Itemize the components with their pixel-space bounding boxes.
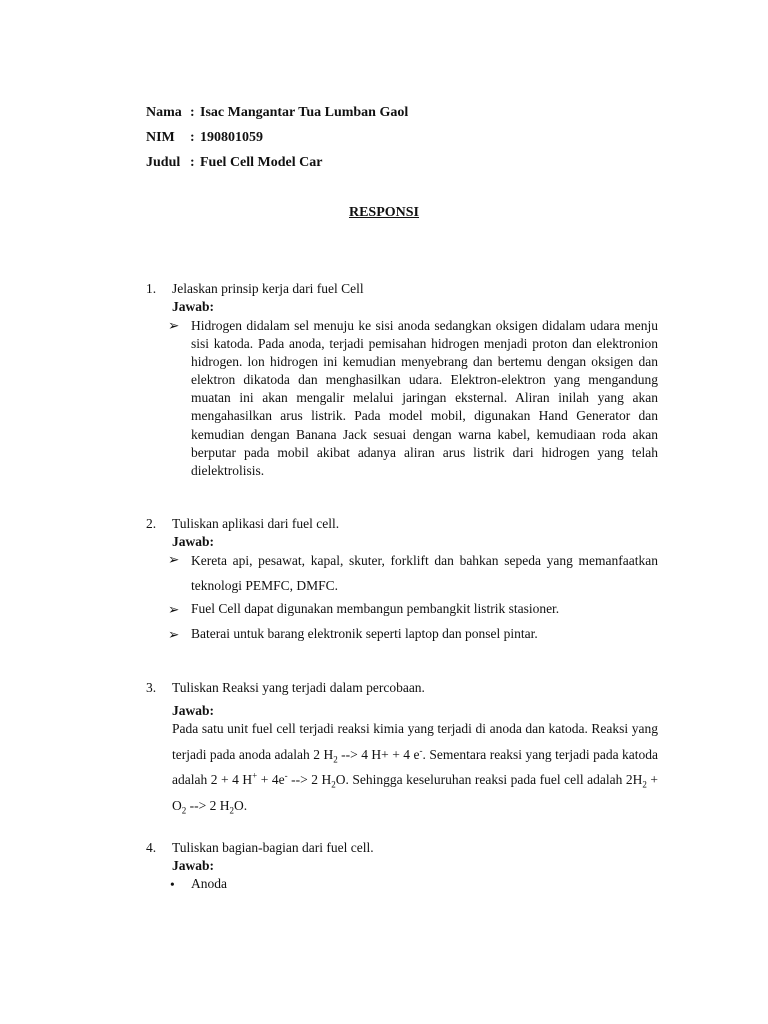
jawab-label: Jawab: — [172, 858, 215, 873]
nim-value: 190801059 — [200, 130, 263, 145]
question-number: 3. — [146, 680, 157, 695]
answer-4-item-1: Anoda — [191, 876, 227, 891]
nama-separator: : — [190, 105, 195, 120]
subscript: 2 — [331, 779, 336, 790]
judul-line — [146, 154, 322, 172]
answer-3-part: --> 4 H+ + 4 e — [337, 746, 420, 762]
question-3 — [146, 679, 425, 697]
question-2 — [146, 515, 339, 533]
question-number: 1. — [146, 281, 157, 296]
page-title: RESPONSI — [348, 205, 420, 220]
jawab-label: Jawab: — [172, 703, 215, 718]
answer-2-item-1: Kereta api, pesawat, kapal, skuter, forklift dan bahkan sepeda yang memanfaatkan teknologi PEMFC, DMFC. — [191, 553, 658, 593]
jawab-label: Jawab: — [172, 534, 215, 549]
answer-1-text: Hidrogen didalam sel menuju ke sisi anoda sedangkan oksigen didalam udara menju sisi katoda. Pada anoda, terjadi pemisahan hidrogen menjadi proton dan elektronion hidrogen. lon hidrogen ini kemudian menyebrang dan bertemu dengan oksigen dan elektron dikatoda dan menghasilkan udara. Elektron-elektron yang mengandung muatan ini akan mengalir melalui jaringan eksternal. Aliran inilah yang akan mengahasilkan arus listrik. Pada model mobil, digunakan Hand Generator dan kemudian dengan Banana Jack sesuai dengan warna kabel, kemudiaan roda akan berputar pada mobil akibat adanya aliran arus listrik dari hidrogen yang telah dielektrolisis. — [191, 318, 658, 478]
answer-2-item-3: Baterai untuk barang elektronik seperti laptop dan ponsel pintar. — [191, 626, 538, 641]
superscript: + — [252, 770, 258, 781]
question-text: Jelaskan prinsip kerja dari fuel Cell — [172, 281, 364, 296]
question-1 — [146, 280, 364, 298]
subscript: 2 — [333, 754, 338, 765]
answer-3-part: + O — [172, 772, 658, 813]
question-4 — [146, 839, 374, 857]
subscript: 2 — [642, 779, 647, 790]
superscript: - — [284, 770, 288, 781]
question-number: 2. — [146, 516, 157, 531]
answer-2-item-2: Fuel Cell dapat digunakan membangun pembangkit listrik stasioner. — [191, 601, 560, 616]
subscript: 2 — [229, 805, 234, 816]
arrow-bullet-icon: ➢ — [168, 627, 180, 642]
judul-separator: : — [190, 155, 195, 170]
question-number: 4. — [146, 840, 157, 855]
answer-3-part: + 4e — [257, 772, 285, 787]
answer-3-part: --> 2 H — [287, 772, 332, 787]
answer-3-part: O. Sehingga keseluruhan reaksi pada fuel cell adalah 2H — [335, 772, 643, 787]
answer-3-part: --> 2 H — [186, 797, 230, 813]
answer-3-part: . Sementara reaksi yang terjadi pada katoda adalah 2 + 4 H — [172, 746, 658, 787]
answer-3-text — [172, 716, 658, 818]
nama-line — [146, 104, 408, 122]
judul-value: Fuel Cell Model Car — [200, 155, 323, 170]
jawab-label: Jawab: — [172, 299, 215, 314]
answer-3-part: Pada satu unit fuel cell terjadi reaksi kimia yang terjadi di anoda dan katoda. Reaksi yang terjadi pada anoda adalah 2 H — [172, 721, 658, 762]
subscript: 2 — [181, 805, 187, 816]
nama-label: Nama — [146, 105, 182, 120]
answer-3-part: O. — [233, 797, 248, 813]
question-text: Tuliskan Reaksi yang terjadi dalam percobaan. — [172, 680, 425, 695]
nim-line — [146, 129, 263, 147]
nim-label: NIM — [146, 130, 175, 145]
question-text: Tuliskan bagian-bagian dari fuel cell. — [172, 840, 374, 855]
superscript: - — [419, 745, 423, 755]
dot-bullet-icon: • — [170, 877, 175, 892]
question-text: Tuliskan aplikasi dari fuel cell. — [172, 516, 340, 531]
arrow-bullet-icon: ➢ — [168, 602, 180, 617]
nama-value: Isac Mangantar Tua Lumban Gaol — [200, 105, 409, 120]
arrow-bullet-icon: ➢ — [168, 318, 180, 333]
nim-separator: : — [190, 130, 195, 145]
judul-label: Judul — [146, 155, 181, 170]
arrow-bullet-icon: ➢ — [168, 552, 180, 567]
